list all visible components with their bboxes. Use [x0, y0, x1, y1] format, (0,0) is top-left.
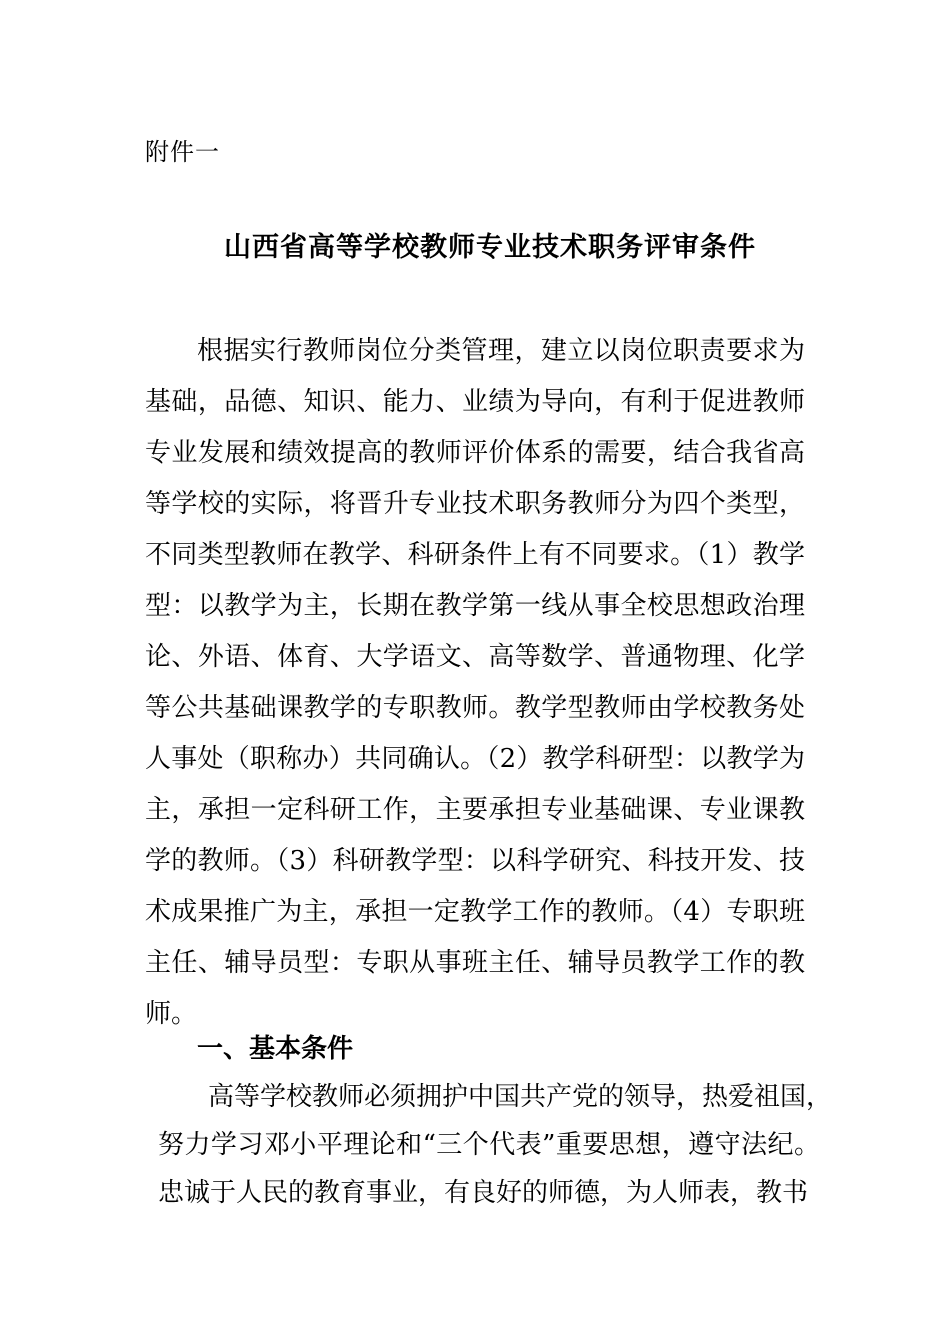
paragraph-line: 术成果推广为主，承担一定教学工作的教师。（4）专职班	[145, 897, 805, 927]
section-paragraph	[158, 1073, 833, 1217]
paragraph-line: 等学校的实际，将晋升专业技术职务教师分为四个类型，	[145, 489, 805, 519]
paragraph-line: 专业发展和绩效提高的教师评价体系的需要，结合我省高	[145, 438, 805, 468]
paragraph-line: 学的教师。（3）科研教学型：以科学研究、科技开发、技	[145, 846, 805, 876]
paragraph-line: 高等学校教师必须拥护中国共产党的领导，热爱祖国，	[208, 1082, 833, 1112]
intro-paragraph	[145, 326, 805, 1040]
attachment-label: 附件一	[145, 138, 220, 166]
paragraph-line: 根据实行教师岗位分类管理，建立以岗位职责要求为	[197, 336, 805, 366]
paragraph-line: 型：以教学为主，长期在教学第一线从事全校思想政治理	[145, 591, 805, 621]
paragraph-line: 主，承担一定科研工作，主要承担专业基础课、专业课教	[145, 795, 805, 825]
paragraph-line: 师。	[145, 999, 198, 1029]
paragraph-line: 不同类型教师在教学、科研条件上有不同要求。（1）教学	[145, 540, 805, 570]
paragraph-line: 等公共基础课教学的专职教师。教学型教师由学校教务处	[145, 693, 805, 723]
paragraph-line: 人事处（职称办）共同确认。（2）教学科研型：以教学为	[145, 744, 805, 774]
paragraph-line: 论、外语、体育、大学语文、高等数学、普通物理、化学	[145, 642, 805, 672]
paragraph-line: 忠诚于人民的教育事业，有良好的师德，为人师表，教书	[158, 1178, 809, 1208]
paragraph-line: 努力学习邓小平理论和“三个代表”重要思想，遵守法纪。	[158, 1130, 820, 1160]
section-heading: 一、基本条件	[197, 1034, 354, 1064]
document-title: 山西省高等学校教师专业技术职务评审条件	[224, 232, 756, 263]
paragraph-line: 主任、辅导员型：专职从事班主任、辅导员教学工作的教	[145, 948, 805, 978]
paragraph-line: 基础，品德、知识、能力、业绩为导向，有利于促进教师	[145, 387, 805, 417]
